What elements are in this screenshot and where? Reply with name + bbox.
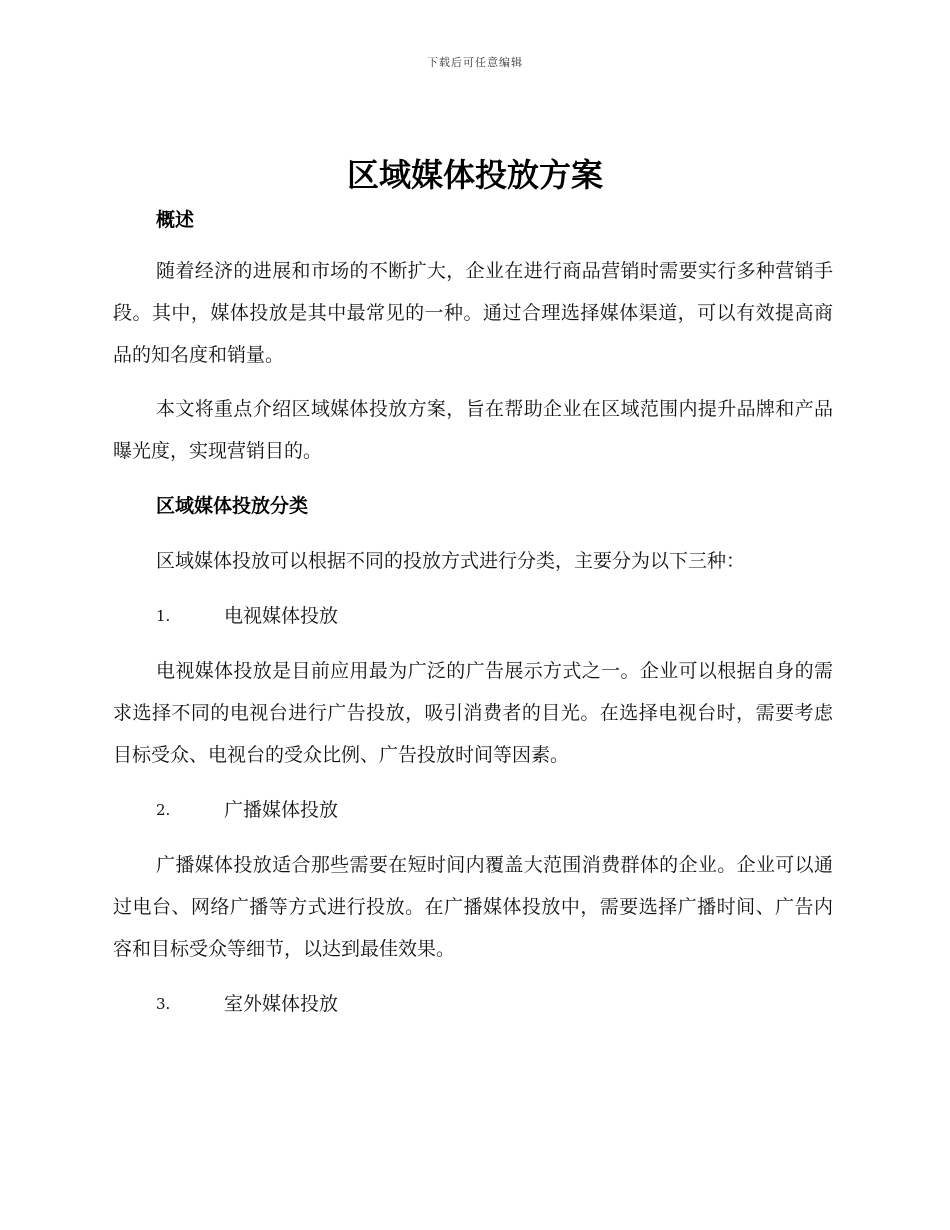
classification-intro: 区域媒体投放可以根据不同的投放方式进行分类，主要分为以下三种： <box>156 550 746 572</box>
list-number: 3. <box>156 995 171 1013</box>
list-number: 2. <box>156 801 171 819</box>
radio-description: 广播媒体投放适合那些需要在短时间内覆盖大范围消费群体的企业。企业可以通过电台、网络广播等方式进行投放。在广播媒体投放中，需要选择广播时间、广告内容和目标受众等细节，以达到最佳效果。 <box>113 854 833 960</box>
section-heading-overview: 概述 <box>156 209 195 231</box>
section-heading-classification: 区域媒体投放分类 <box>156 495 309 517</box>
list-item-radio <box>113 792 833 828</box>
list-item-outdoor <box>113 986 833 1022</box>
list-label: 电视媒体投放 <box>224 605 339 627</box>
document-body <box>113 202 833 1022</box>
list-number: 1. <box>156 607 171 625</box>
overview-paragraph-2: 本文将重点介绍区域媒体投放方案，旨在帮助企业在区域范围内提升品牌和产品曝光度，实现营销目的。 <box>113 398 833 462</box>
header-note: 下载后可任意编辑 <box>427 56 523 69</box>
tv-description: 电视媒体投放是目前应用最为广泛的广告展示方式之一。企业可以根据自身的需求选择不同的电视台进行广告投放，吸引消费者的目光。在选择电视台时，需要考虑目标受众、电视台的受众比例、广告投放时间等因素。 <box>113 660 833 766</box>
overview-paragraph-1: 随着经济的进展和市场的不断扩大，企业在进行商品营销时需要实行多种营销手段。其中，媒体投放是其中最常见的一种。通过合理选择媒体渠道，可以有效提高商品的知名度和销量。 <box>113 260 833 366</box>
document-title: 区域媒体投放方案 <box>346 156 603 194</box>
list-item-tv <box>113 598 833 634</box>
list-label: 广播媒体投放 <box>224 799 339 821</box>
list-label: 室外媒体投放 <box>224 993 339 1015</box>
